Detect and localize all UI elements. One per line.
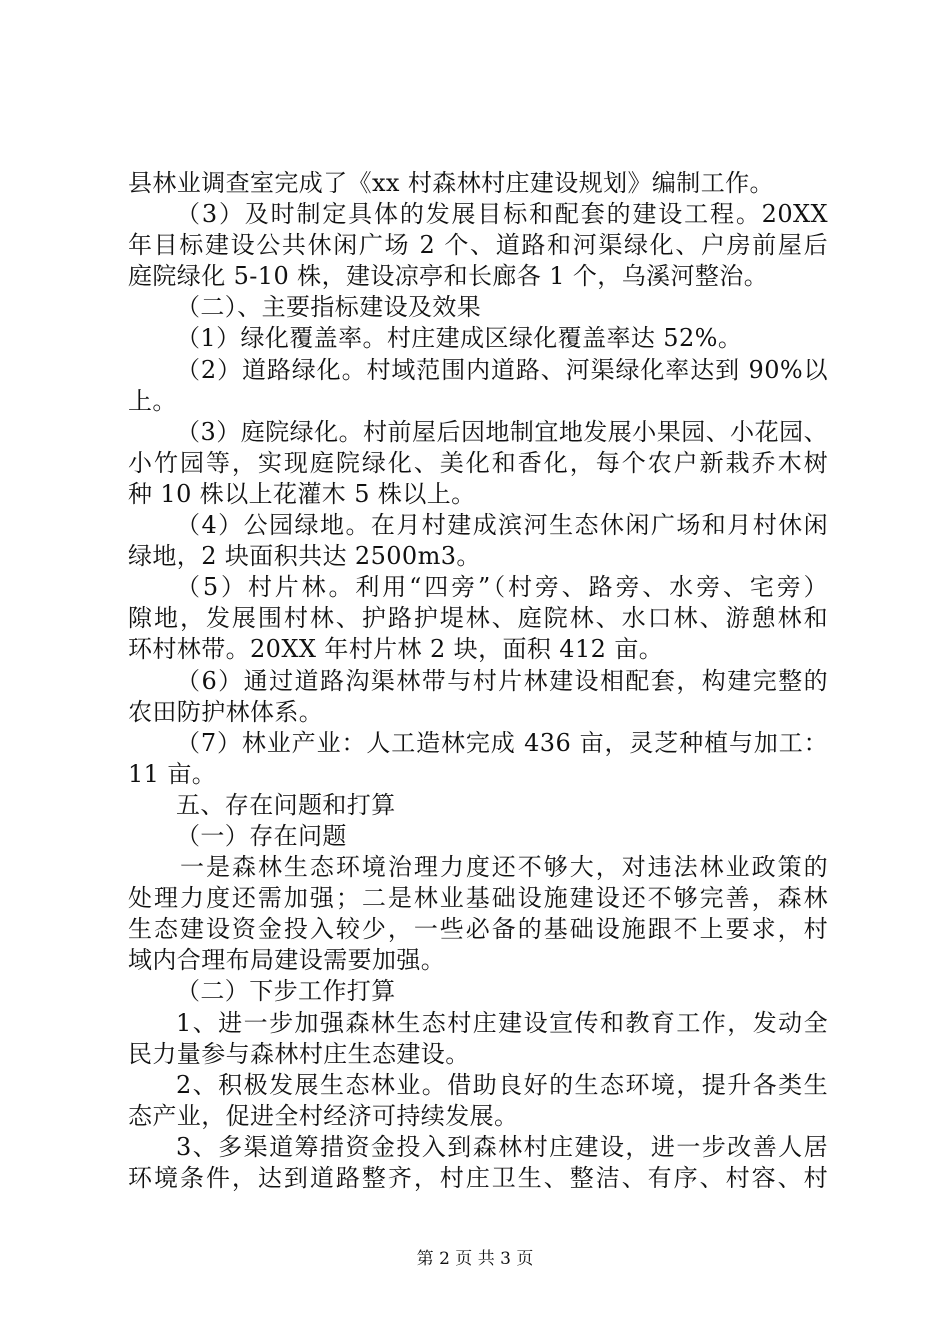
text-line: 2、积极发展生态林业。借助良好的生态环境，提升各类生: [176, 1070, 828, 1099]
text-line: 小竹园等，实现庭院绿化、美化和香化，每个农户新栽乔木树: [128, 448, 828, 477]
text-line: （1）绿化覆盖率。村庄建成区绿化覆盖率达 52%。: [176, 324, 743, 353]
text-line: 县林业调查室完成了《xx 村森林村庄建设规划》编制工作。: [128, 169, 774, 197]
text-line: 环境条件，达到道路整齐，村庄卫生、整洁、有序、村容、村: [128, 1164, 828, 1192]
text-line: 民力量参与森林村庄生态建设。: [128, 1039, 470, 1068]
text-line: （3）庭院绿化。村前屋后因地制宜地发展小果园、小花园、: [176, 417, 828, 446]
text-line: 隙地，发展围村林、护路护堤林、庭院林、水口林、游憩林和: [128, 604, 828, 633]
text-line: （3）及时制定具体的发展目标和配套的建设工程。20XX: [176, 200, 828, 229]
text-line: 域内合理布局建设需要加强。: [128, 946, 446, 975]
document-body: [128, 168, 828, 1194]
text-line: 1、进一步加强森林生态村庄建设宣传和教育工作，发动全: [176, 1008, 828, 1037]
text-line: 一是森林生态环境治理力度还不够大，对违法林业政策的: [180, 853, 828, 882]
page-footer: 第 2 页 共 3 页: [416, 1249, 534, 1269]
text-line: 生态建设资金投入较少，一些必备的基础设施跟不上要求，村: [128, 915, 828, 944]
text-line: 态产业，促进全村经济可持续发展。: [128, 1101, 519, 1130]
text-line: 种 10 株以上花灌木 5 株以上。: [128, 479, 476, 508]
text-line: （7）林业产业：人工造林完成 436 亩，灵芝种植与加工：: [176, 728, 828, 757]
text-line: 11 亩。: [128, 759, 217, 788]
text-line: （6）通过道路沟渠林带与村片林建设相配套，构建完整的: [176, 666, 828, 695]
text-line: 庭院绿化 5-10 株，建设凉亭和长廊各 1 个，乌溪河整治。: [128, 262, 769, 291]
text-line: 年目标建设公共休闲广场 2 个、道路和河渠绿化、户房前屋后: [128, 231, 828, 260]
text-line: 环村林带。20XX 年村片林 2 块，面积 412 亩。: [128, 635, 664, 664]
text-line: （一）存在问题: [176, 821, 347, 850]
text-line: （2）道路绿化。村域范围内道路、河渠绿化率达到 90%以: [176, 355, 828, 384]
text-line: （二）下步工作打算: [176, 977, 396, 1006]
text-line: （5）村片林。利用“四旁”（村旁、路旁、水旁、宅旁）: [176, 573, 828, 602]
text-line: 处理力度还需加强；二是林业基础设施建设还不够完善，森林: [128, 884, 828, 913]
text-line: （4）公园绿地。在月村建成滨河生态休闲广场和月村休闲: [176, 511, 828, 540]
text-line: （二）、主要指标建设及效果: [176, 293, 482, 322]
text-line: 绿地，2 块面积共达 2500m3。: [128, 542, 481, 571]
text-line: 上。: [128, 386, 177, 415]
text-line: 五、存在问题和打算: [176, 790, 396, 819]
text-line: 农田防护林体系。: [128, 697, 324, 726]
text-line: 3、多渠道筹措资金投入到森林村庄建设，进一步改善人居: [176, 1132, 828, 1161]
